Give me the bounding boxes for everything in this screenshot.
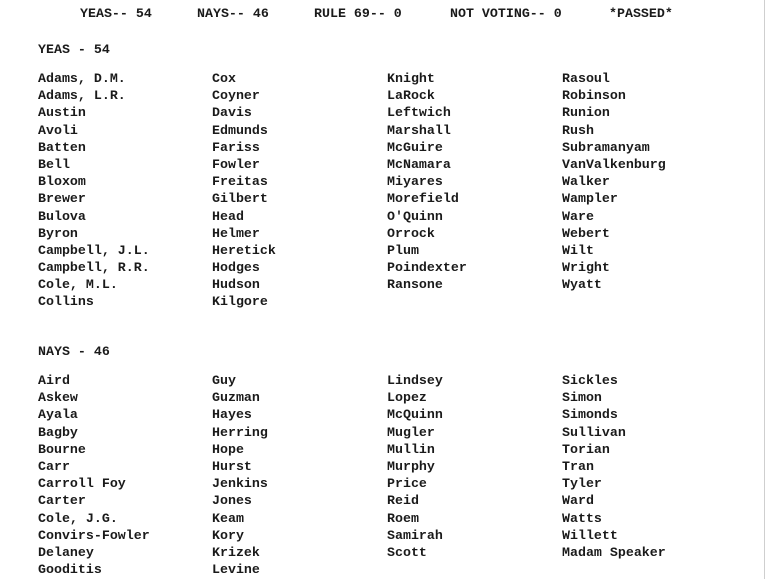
- member-name: Marshall: [387, 122, 451, 138]
- nays-column-4: [562, 372, 666, 561]
- nays-name-grid: [38, 372, 738, 579]
- vote-summary-line: [0, 6, 764, 24]
- yeas-column-2: [212, 70, 276, 311]
- member-name: Levine: [212, 562, 260, 578]
- member-name: Askew: [38, 390, 78, 406]
- member-name: Hudson: [212, 277, 260, 293]
- member-name: Subramanyam: [562, 139, 650, 155]
- member-name: Bourne: [38, 441, 86, 457]
- member-name: Miyares: [387, 174, 443, 190]
- member-name: Cox: [212, 71, 236, 86]
- member-name: Jones: [212, 493, 252, 509]
- yeas-total: YEAS-- 54: [80, 6, 152, 21]
- member-name: Cole, M.L.: [38, 277, 118, 293]
- member-name: Tran: [562, 458, 594, 474]
- member-name: Mugler: [387, 424, 435, 440]
- yeas-column-4: [562, 70, 666, 293]
- member-name: Guy: [212, 373, 236, 388]
- member-name: Robinson: [562, 88, 626, 104]
- rule69-total: RULE 69-- 0: [314, 6, 402, 21]
- member-name: McQuinn: [387, 407, 443, 423]
- member-name: Samirah: [387, 527, 443, 543]
- nays-column-1: [38, 372, 150, 578]
- member-name: Plum: [387, 242, 419, 258]
- member-name: Poindexter: [387, 260, 467, 276]
- member-name: Gooditis: [38, 562, 102, 578]
- member-name: Leftwich: [387, 105, 451, 121]
- member-name: Mullin: [387, 441, 435, 457]
- member-name: Reid: [387, 493, 419, 509]
- member-name: Convirs-Fowler: [38, 527, 150, 543]
- member-name: Tyler: [562, 476, 602, 492]
- member-name: Lopez: [387, 390, 427, 406]
- member-name: Rush: [562, 122, 594, 138]
- member-name: Wyatt: [562, 277, 602, 293]
- nays-section-title: NAYS - 46: [38, 344, 110, 359]
- member-name: Scott: [387, 544, 427, 560]
- member-name: Webert: [562, 225, 610, 241]
- member-name: McGuire: [387, 139, 443, 155]
- yeas-column-3: [387, 70, 467, 293]
- not-voting-total: NOT VOTING-- 0: [450, 6, 562, 21]
- member-name: Rasoul: [562, 71, 610, 86]
- member-name: LaRock: [387, 88, 435, 104]
- member-name: Coyner: [212, 88, 260, 104]
- member-name: Bloxom: [38, 174, 86, 190]
- member-name: Madam Speaker: [562, 544, 666, 560]
- member-name: Davis: [212, 105, 252, 121]
- nays-column-2: [212, 372, 268, 578]
- member-name: Wampler: [562, 191, 618, 207]
- member-name: Carr: [38, 458, 70, 474]
- member-name: Carter: [38, 493, 86, 509]
- member-name: Hodges: [212, 260, 260, 276]
- member-name: Wright: [562, 260, 610, 276]
- member-name: Campbell, J.L.: [38, 242, 150, 258]
- member-name: Heretick: [212, 242, 276, 258]
- member-name: O'Quinn: [387, 208, 443, 224]
- member-name: Ware: [562, 208, 594, 224]
- member-name: Delaney: [38, 544, 94, 560]
- member-name: Bell: [38, 156, 70, 172]
- member-name: Ransone: [387, 277, 443, 293]
- member-name: Ward: [562, 493, 594, 509]
- nays-column-3: [387, 372, 443, 561]
- member-name: Avoli: [38, 122, 78, 138]
- member-name: Ayala: [38, 407, 78, 423]
- member-name: Wilt: [562, 242, 594, 258]
- member-name: Bagby: [38, 424, 78, 440]
- member-name: Aird: [38, 373, 70, 388]
- member-name: Lindsey: [387, 373, 443, 388]
- member-name: Krizek: [212, 544, 260, 560]
- member-name: Fariss: [212, 139, 260, 155]
- member-name: VanValkenburg: [562, 156, 666, 172]
- member-name: Helmer: [212, 225, 260, 241]
- member-name: McNamara: [387, 156, 451, 172]
- member-name: Adams, D.M.: [38, 71, 126, 86]
- member-name: Byron: [38, 225, 78, 241]
- member-name: Carroll Foy: [38, 476, 126, 492]
- member-name: Kilgore: [212, 294, 268, 310]
- member-name: Watts: [562, 510, 602, 526]
- yeas-section-title: YEAS - 54: [38, 42, 110, 57]
- member-name: Bulova: [38, 208, 86, 224]
- member-name: Freitas: [212, 174, 268, 190]
- member-name: Guzman: [212, 390, 260, 406]
- member-name: Campbell, R.R.: [38, 260, 150, 276]
- member-name: Head: [212, 208, 244, 224]
- member-name: Collins: [38, 294, 94, 310]
- member-name: Simonds: [562, 407, 618, 423]
- member-name: Austin: [38, 105, 86, 121]
- yeas-name-grid: [38, 70, 738, 312]
- member-name: Roem: [387, 510, 419, 526]
- yeas-column-1: [38, 70, 150, 311]
- member-name: Knight: [387, 71, 435, 86]
- member-name: Hurst: [212, 458, 252, 474]
- member-name: Kory: [212, 527, 244, 543]
- member-name: Simon: [562, 390, 602, 406]
- member-name: Gilbert: [212, 191, 268, 207]
- member-name: Price: [387, 476, 427, 492]
- member-name: Brewer: [38, 191, 86, 207]
- member-name: Batten: [38, 139, 86, 155]
- member-name: Torian: [562, 441, 610, 457]
- vote-result: *PASSED*: [609, 6, 673, 21]
- nays-total: NAYS-- 46: [197, 6, 269, 21]
- member-name: Fowler: [212, 156, 260, 172]
- member-name: Hayes: [212, 407, 252, 423]
- member-name: Jenkins: [212, 476, 268, 492]
- member-name: Runion: [562, 105, 610, 121]
- member-name: Herring: [212, 424, 268, 440]
- member-name: Morefield: [387, 191, 459, 207]
- member-name: Keam: [212, 510, 244, 526]
- member-name: Adams, L.R.: [38, 88, 126, 104]
- member-name: Orrock: [387, 225, 435, 241]
- member-name: Hope: [212, 441, 244, 457]
- member-name: Sickles: [562, 373, 618, 388]
- member-name: Walker: [562, 174, 610, 190]
- member-name: Edmunds: [212, 122, 268, 138]
- member-name: Murphy: [387, 458, 435, 474]
- member-name: Willett: [562, 527, 618, 543]
- member-name: Sullivan: [562, 424, 626, 440]
- member-name: Cole, J.G.: [38, 510, 118, 526]
